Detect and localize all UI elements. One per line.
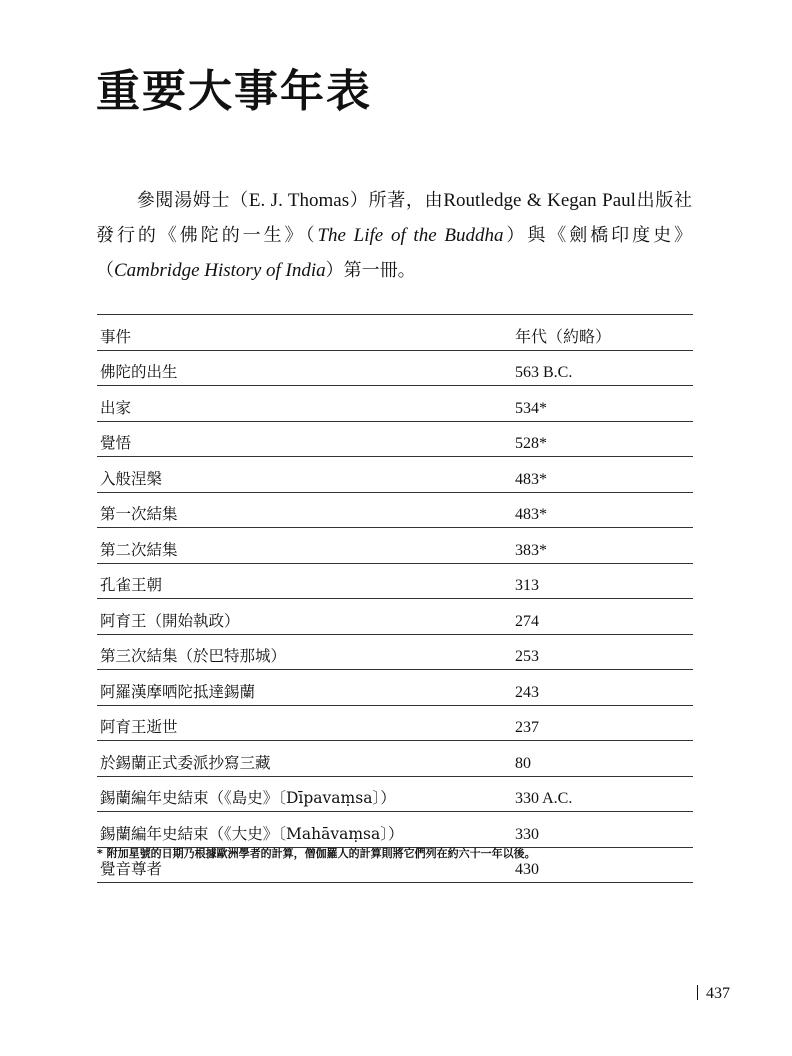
intro-paragraph (96, 183, 692, 288)
header-event: 事件 (97, 315, 512, 351)
date-cell: 330 (512, 812, 693, 848)
footnote: * 附加星號的日期乃根據歐洲學者的計算，僧伽羅人的計算則將它們列在約六十一年以後。 (97, 847, 536, 860)
date-cell: 274 (512, 599, 693, 635)
date-cell: 383* (512, 528, 693, 564)
intro-text-3: 出版社發行的《佛陀的一生》（ (96, 190, 693, 246)
event-cell: 第二次結集 (97, 528, 512, 564)
date-cell: 253 (512, 634, 693, 670)
publisher-name: Routledge & Kegan Paul (443, 190, 636, 211)
event-cell: 孔雀王朝 (97, 563, 512, 599)
table-row (97, 386, 693, 422)
event-cell: 第一次結集 (97, 492, 512, 528)
event-cell: 第三次結集（於巴特那城） (97, 634, 512, 670)
date-cell: 330 A.C. (512, 776, 693, 812)
intro-text-5: ）第一冊。 (325, 260, 416, 281)
date-cell: 80 (512, 741, 693, 777)
book-title-1: The Life of the Buddha (317, 225, 504, 246)
table-row (97, 350, 693, 386)
date-cell: 243 (512, 670, 693, 706)
event-cell: 出家 (97, 386, 512, 422)
date-cell: 534* (512, 386, 693, 422)
table-row (97, 599, 693, 635)
table-row (97, 670, 693, 706)
intro-text-2: ）所著，由 (349, 190, 444, 211)
table-row (97, 421, 693, 457)
event-cell: 於錫蘭正式委派抄寫三藏 (97, 741, 512, 777)
intro-text-4: ）與《劍橋印度史》（ (96, 225, 693, 281)
event-cell: 阿羅漢摩哂陀抵達錫蘭 (97, 670, 512, 706)
event-cell: 錫蘭編年史結束（《大史》〔Mahāvaṃsa〕） (97, 812, 512, 848)
page-number-text: 437 (706, 985, 730, 1002)
table-row (97, 705, 693, 741)
date-cell: 483* (512, 457, 693, 493)
table-row (97, 741, 693, 777)
table-row (97, 528, 693, 564)
event-cell: 佛陀的出生 (97, 350, 512, 386)
table-row (97, 776, 693, 812)
event-cell: 阿育王（開始執政） (97, 599, 512, 635)
date-cell: 528* (512, 421, 693, 457)
header-date: 年代（約略） (512, 315, 693, 351)
date-cell: 237 (512, 705, 693, 741)
book-title-2: Cambridge History of India (114, 260, 326, 281)
date-cell: 483* (512, 492, 693, 528)
event-cell: 覺悟 (97, 421, 512, 457)
intro-text-1: 參閱湯姆士（ (136, 190, 249, 211)
event-cell: 入般涅槃 (97, 457, 512, 493)
page-number-rule (697, 985, 698, 1000)
author-name: E. J. Thomas (248, 190, 350, 211)
event-cell: 覺音尊者 (97, 847, 512, 883)
event-cell: 錫蘭編年史結束（《島史》〔Dīpavaṃsa〕） (97, 776, 512, 812)
chronology-table (97, 314, 693, 883)
table-row (97, 634, 693, 670)
table-row (97, 563, 693, 599)
date-cell: 563 B.C. (512, 350, 693, 386)
page-number (697, 985, 730, 1003)
table-row (97, 812, 693, 848)
event-cell: 阿育王逝世 (97, 705, 512, 741)
table-row (97, 492, 693, 528)
page-title: 重要大事年表 (96, 66, 372, 117)
table-row (97, 457, 693, 493)
date-cell: 313 (512, 563, 693, 599)
date-cell: 430 (512, 847, 693, 883)
table-header-row (97, 315, 693, 351)
